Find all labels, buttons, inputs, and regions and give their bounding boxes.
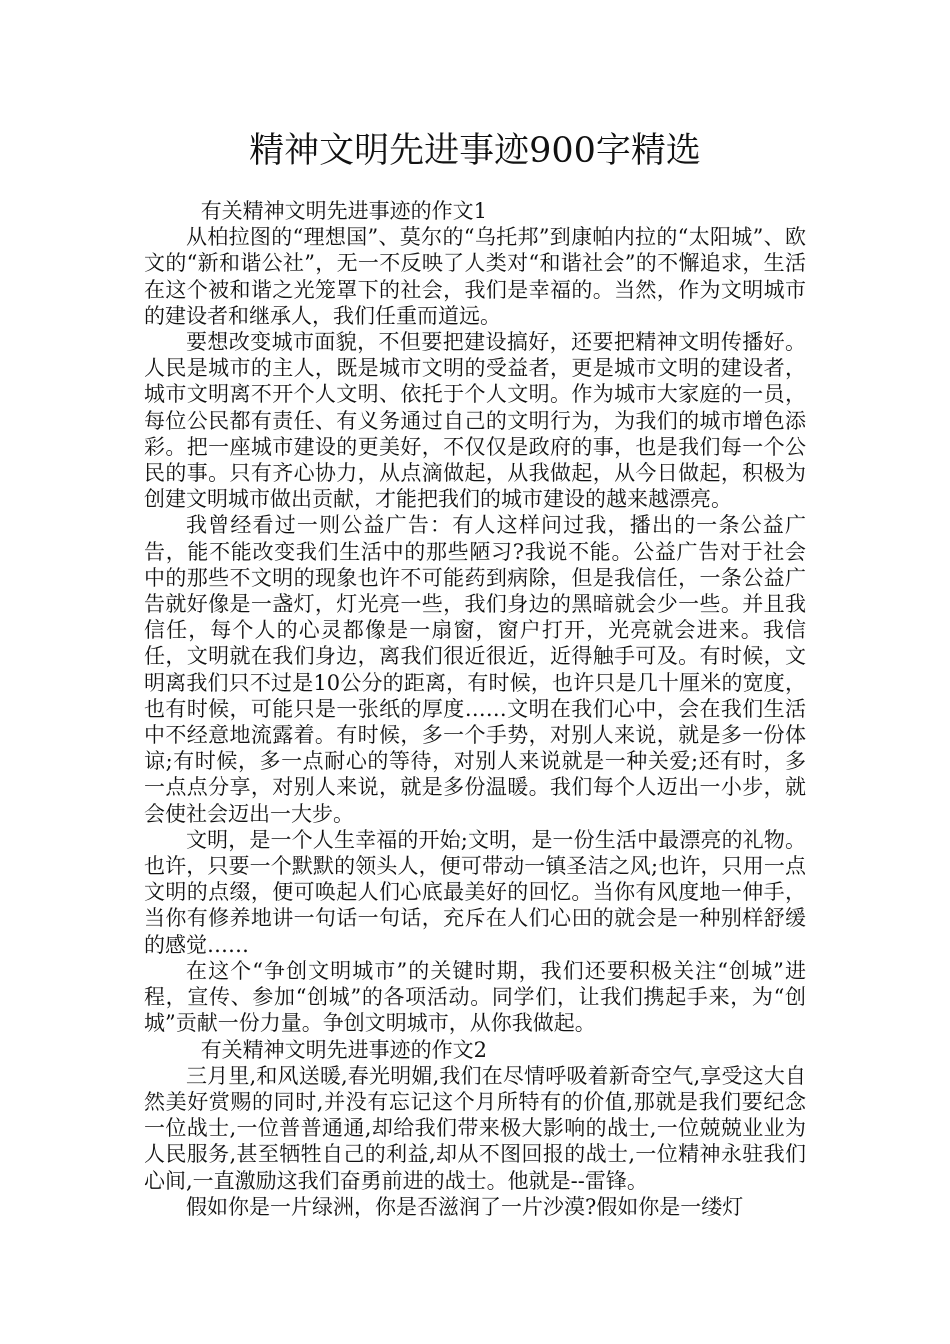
paragraph: 三月里,和风送暖,春光明媚,我们在尽情呼吸着新奇空气,享受这大自然美好赏赐的同时,并没有忘记这个月所特有的价值,那就是我们要纪念一位战士,一位普普通通,却给我们带来极大影响的战士,一位兢兢业业为人民服务,甚至牺牲自己的利益,却从不图回报的战士,一位精神永驻我们心间,一直激励这我们奋勇前进的战士。他就是--雷锋。: [144, 1063, 806, 1193]
document-body: [144, 198, 806, 1220]
paragraph: 文明，是一个人生幸福的开始;文明，是一份生活中最漂亮的礼物。也许，只要一个默默的领头人，便可带动一镇圣洁之风;也许，只用一点文明的点缀，便可唤起人们心底最美好的回忆。当你有风度地一伸手，当你有修养地讲一句话一句话，充斥在人们心田的就会是一种别样舒缓的感觉……: [144, 827, 806, 957]
essay-heading: 有关精神文明先进事迹的作文2: [200, 1037, 488, 1062]
paragraph: 从柏拉图的“理想国”、莫尔的“乌托邦”到康帕内拉的“太阳城”、欧文的“新和谐公社”，无一不反映了人类对“和谐社会”的不懈追求，生活在这个被和谐之光笼罩下的社会，我们是幸福的。当然，作为文明城市的建设者和继承人，我们任重而道远。: [144, 225, 806, 328]
essay-heading: 有关精神文明先进事迹的作文1: [200, 199, 488, 223]
paragraph: 假如你是一片绿洲，你是否滋润了一片沙漠?假如你是一缕灯: [186, 1194, 744, 1219]
document-title: 精神文明先进事迹900字精选: [249, 131, 701, 171]
paragraph: 要想改变城市面貌，不但要把建设搞好，还要把精神文明传播好。人民是城市的主人，既是城市文明的受益者，更是城市文明的建设者，城市文明离不开个人文明、依托于个人文明。作为城市大家庭的一员，每位公民都有责任、有义务通过自己的文明行为，为我们的城市增色添彩。把一座城市建设的更美好，不仅仅是政府的事，也是我们每一个公民的事。只有齐心协力，从点滴做起，从我做起，从今日做起，积极为创建文明城市做出贡献，才能把我们的城市建设的越来越漂亮。: [144, 330, 806, 512]
paragraph: 在这个“争创文明城市”的关键时期，我们还要积极关注“创城”进程，宣传、参加“创城”的各项活动。同学们，让我们携起手来，为“创城”贡献一份力量。争创文明城市，从你我做起。: [144, 958, 806, 1036]
paragraph: 我曾经看过一则公益广告：有人这样问过我，播出的一条公益广告，能不能改变我们生活中的那些陋习?我说不能。公益广告对于社会中的那些不文明的现象也许不可能药到病除，但是我信任，一条公益广告就好像是一盏灯，灯光亮一些，我们身边的黑暗就会少一些。并且我信任，每个人的心灵都像是一扇窗，窗户打开，光亮就会进来。我信任，文明就在我们身边，离我们很近很近，近得触手可及。有时候，文明离我们只不过是10公分的距离，有时候，也许只是几十厘米的宽度，也有时候，可能只是一张纸的厚度……文明在我们心中，会在我们生活中不经意地流露着。有时候，多一个手势，对别人来说，就是多一份体谅;有时候，多一点耐心的等待，对别人来说就是一种关爱;还有时，多一点点分享，对别人来说，就是多份温暖。我们每个人迈出一小步，就会使社会迈出一大步。: [144, 513, 806, 826]
